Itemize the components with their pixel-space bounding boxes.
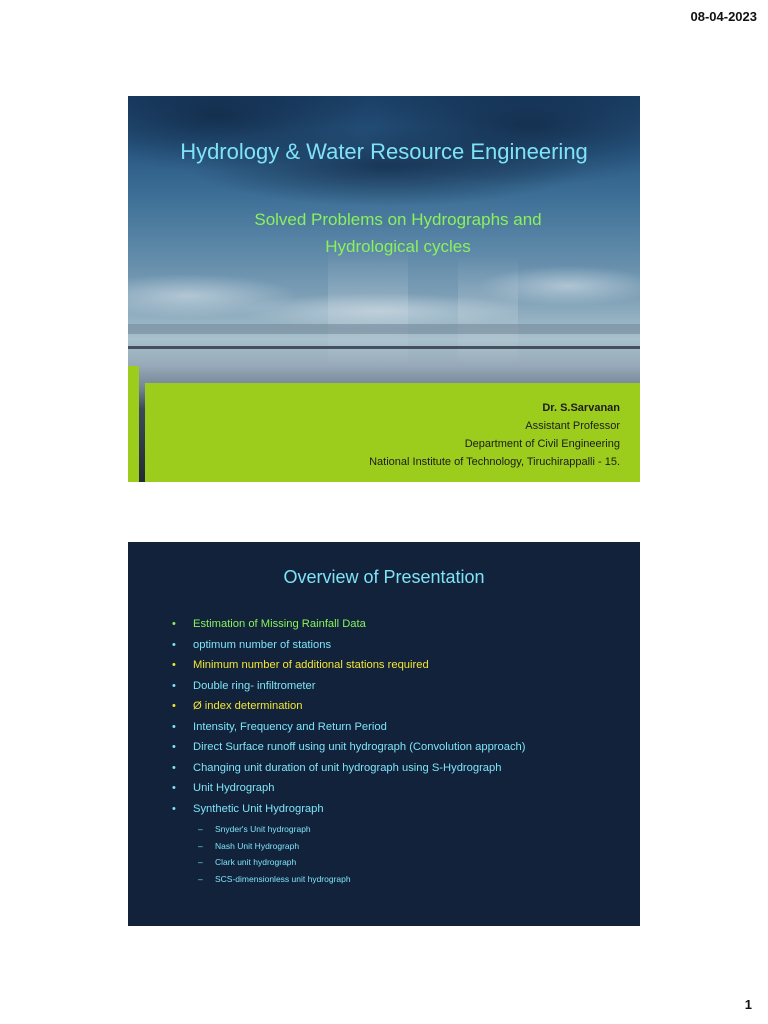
sub-bullet-text: Nash Unit Hydrograph: [215, 840, 300, 851]
subtitle-line-2: Hydrological cycles: [325, 237, 471, 256]
header-date: 08-04-2023: [690, 9, 757, 24]
dash-icon: –: [198, 857, 203, 867]
bullet-dot-icon: •: [172, 761, 176, 774]
bullet-dot-icon: •: [172, 802, 176, 815]
author-position: Assistant Professor: [525, 420, 620, 432]
author-info: [369, 399, 620, 471]
author-panel: [145, 383, 640, 482]
sub-bullet-item: [193, 838, 526, 855]
bullet-text: Estimation of Missing Rainfall Data: [193, 618, 366, 630]
sub-bullet-text: Snyder's Unit hydrograph: [215, 824, 311, 834]
slide1-title: Hydrology & Water Resource Engineering: [180, 139, 588, 164]
bullet-dot-icon: •: [172, 700, 176, 712]
bullet-text: Synthetic Unit Hydrograph: [193, 802, 324, 815]
bullet-text: Ø index determination: [193, 700, 303, 712]
title-slide: [128, 96, 640, 482]
bullet-text: Minimum number of additional stations required: [193, 659, 429, 671]
bullet-dot-icon: •: [172, 638, 176, 651]
bullet-dot-icon: •: [172, 679, 176, 692]
subtitle-line-1: Solved Problems on Hydrographs and: [254, 210, 542, 229]
bullet-text: optimum number of stations: [193, 638, 332, 651]
bullet-item: [170, 758, 526, 779]
slide1-subtitle: [128, 206, 640, 260]
bullet-dot-icon: •: [172, 741, 176, 753]
bullet-dot-icon: •: [172, 659, 176, 671]
bullet-item: [170, 696, 526, 717]
author-department: Department of Civil Engineering: [464, 438, 620, 450]
bullet-item: [170, 635, 526, 656]
sub-bullet-item: [193, 854, 526, 871]
sub-bullet-item: [193, 871, 526, 888]
page-number: 1: [744, 997, 752, 1012]
bullet-item: [170, 778, 526, 799]
dash-icon: –: [198, 840, 203, 851]
bullet-text: Changing unit duration of unit hydrograph using S-Hydrograph: [193, 761, 502, 774]
bullet-item: [170, 614, 526, 635]
sub-bullet-list: [193, 821, 526, 887]
sub-bullet-item: [193, 821, 526, 838]
bullet-text: Direct Surface runoff using unit hydrograph (Convolution approach): [193, 741, 526, 753]
overview-bullet-list: [170, 614, 526, 887]
sub-bullet-text: Clark unit hydrograph: [215, 857, 297, 867]
author-name: Dr. S.Sarvanan: [542, 402, 620, 414]
bullet-item: [170, 655, 526, 676]
bullet-dot-icon: •: [172, 720, 176, 733]
bullet-text: Double ring- infiltrometer: [193, 679, 316, 692]
bullet-item: [170, 799, 526, 888]
dash-icon: –: [198, 873, 203, 884]
dash-icon: –: [198, 824, 203, 834]
author-institute: National Institute of Technology, Tiruchirappalli - 15.: [369, 456, 620, 468]
bullet-item: [170, 737, 526, 758]
sub-bullet-text: SCS-dimensionless unit hydrograph: [215, 873, 351, 884]
bullet-text: Unit Hydrograph: [193, 782, 275, 794]
bullet-dot-icon: •: [172, 782, 176, 794]
overview-slide: [128, 542, 640, 926]
bullet-text: Intensity, Frequency and Return Period: [193, 720, 387, 733]
green-accent-strip: [128, 366, 139, 482]
slide2-title: Overview of Presentation: [283, 567, 485, 587]
bullet-dot-icon: •: [172, 618, 176, 630]
bullet-item: [170, 676, 526, 697]
bullet-item: [170, 717, 526, 738]
